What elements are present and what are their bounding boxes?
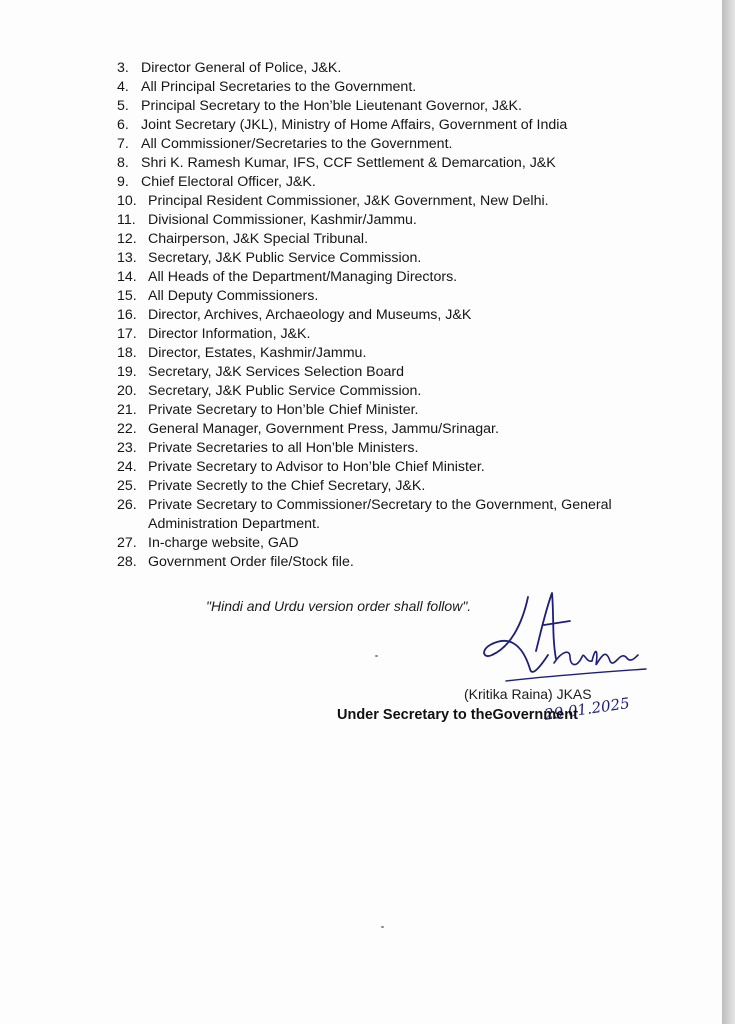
signatory-designation: Under Secretary to theGovernment bbox=[337, 707, 578, 723]
item-number: 19. bbox=[117, 364, 137, 380]
distribution-item bbox=[117, 211, 617, 230]
item-text: All Deputy Commissioners. bbox=[148, 288, 319, 304]
item-number: 12. bbox=[117, 231, 137, 247]
item-text: Government Order file/Stock file. bbox=[148, 554, 354, 570]
distribution-item bbox=[117, 154, 617, 173]
distribution-item bbox=[117, 249, 617, 268]
item-number: 5. bbox=[117, 98, 129, 114]
item-text: Secretary, J&K Services Selection Board bbox=[148, 364, 405, 380]
distribution-item bbox=[117, 78, 617, 97]
distribution-item bbox=[117, 344, 617, 363]
distribution-item bbox=[117, 420, 617, 439]
signatory-name: (Kritika Raina) JKAS bbox=[464, 686, 592, 702]
item-number: 17. bbox=[117, 326, 137, 342]
item-number: 3. bbox=[117, 60, 129, 76]
item-number: 11. bbox=[117, 212, 136, 228]
item-number: 7. bbox=[117, 136, 129, 152]
signature-date: 29.01.2025 bbox=[543, 694, 631, 724]
item-text: Private Secretary to Commissioner/Secretary to the Government, General Administration Department. bbox=[148, 497, 612, 532]
item-text: Private Secretary to Hon’ble Chief Minister. bbox=[148, 402, 419, 418]
scan-speck bbox=[375, 655, 378, 657]
item-text: Principal Resident Commissioner, J&K Government, New Delhi. bbox=[148, 193, 549, 209]
item-number: 9. bbox=[117, 174, 129, 190]
scan-speck bbox=[381, 926, 384, 928]
distribution-item bbox=[117, 439, 617, 458]
distribution-item bbox=[117, 363, 617, 382]
item-text: All Commissioner/Secretaries to the Government. bbox=[141, 136, 453, 152]
distribution-item bbox=[117, 458, 617, 477]
item-number: 8. bbox=[117, 155, 129, 171]
item-text: Shri K. Ramesh Kumar, IFS, CCF Settlement & Demarcation, J&K bbox=[141, 155, 556, 171]
distribution-item bbox=[117, 325, 617, 344]
item-text: Principal Secretary to the Hon’ble Lieutenant Governor, J&K. bbox=[141, 98, 522, 114]
item-number: 23. bbox=[117, 440, 137, 456]
item-number: 15. bbox=[117, 288, 137, 304]
distribution-item bbox=[117, 287, 617, 306]
distribution-item bbox=[117, 135, 617, 154]
distribution-item bbox=[117, 97, 617, 116]
item-text: Secretary, J&K Public Service Commission. bbox=[148, 383, 422, 399]
item-number: 21. bbox=[117, 402, 137, 418]
distribution-item bbox=[117, 306, 617, 325]
item-number: 24. bbox=[117, 459, 137, 475]
item-number: 25. bbox=[117, 478, 137, 494]
item-number: 4. bbox=[117, 79, 129, 95]
item-text: Joint Secretary (JKL), Ministry of Home Affairs, Government of India bbox=[141, 117, 568, 133]
item-text: Divisional Commissioner, Kashmir/Jammu. bbox=[148, 212, 417, 228]
item-text: Secretary, J&K Public Service Commission. bbox=[148, 250, 422, 266]
item-number: 10. bbox=[117, 193, 137, 209]
item-text: Director, Estates, Kashmir/Jammu. bbox=[148, 345, 367, 361]
distribution-list bbox=[117, 59, 617, 572]
item-text: In-charge website, GAD bbox=[148, 535, 299, 551]
item-number: 13. bbox=[117, 250, 137, 266]
distribution-item bbox=[117, 230, 617, 249]
distribution-item bbox=[117, 534, 617, 553]
language-version-note: "Hindi and Urdu version order shall follow". bbox=[206, 598, 472, 614]
item-number: 22. bbox=[117, 421, 137, 437]
distribution-item bbox=[117, 59, 617, 78]
item-text: Private Secretary to Advisor to Hon’ble Chief Minister. bbox=[148, 459, 485, 475]
item-text: Private Secretly to the Chief Secretary, J&K. bbox=[148, 478, 426, 494]
item-text: Private Secretaries to all Hon’ble Ministers. bbox=[148, 440, 419, 456]
distribution-item bbox=[117, 173, 617, 192]
item-text: All Heads of the Department/Managing Directors. bbox=[148, 269, 458, 285]
handwritten-signature bbox=[470, 585, 660, 700]
item-text: Director, Archives, Archaeology and Museums, J&K bbox=[148, 307, 472, 323]
item-number: 6. bbox=[117, 117, 129, 133]
item-text: Chief Electoral Officer, J&K. bbox=[141, 174, 316, 190]
scan-page-edge bbox=[722, 0, 735, 1024]
item-number: 28. bbox=[117, 554, 137, 570]
item-text: All Principal Secretaries to the Government. bbox=[141, 79, 417, 95]
item-number: 27. bbox=[117, 535, 137, 551]
item-number: 18. bbox=[117, 345, 137, 361]
distribution-item bbox=[117, 477, 617, 496]
distribution-item bbox=[117, 268, 617, 287]
item-number: 16. bbox=[117, 307, 137, 323]
distribution-item bbox=[117, 192, 617, 211]
item-text: Director Information, J&K. bbox=[148, 326, 311, 342]
item-number: 14. bbox=[117, 269, 137, 285]
item-text: General Manager, Government Press, Jammu/Srinagar. bbox=[148, 421, 499, 437]
item-text: Chairperson, J&K Special Tribunal. bbox=[148, 231, 369, 247]
distribution-item bbox=[117, 553, 617, 572]
item-text: Director General of Police, J&K. bbox=[141, 60, 342, 76]
item-number: 20. bbox=[117, 383, 137, 399]
distribution-item bbox=[117, 382, 617, 401]
distribution-item bbox=[117, 401, 617, 420]
item-number: 26. bbox=[117, 497, 137, 513]
distribution-item bbox=[117, 116, 617, 135]
distribution-item bbox=[117, 496, 617, 534]
